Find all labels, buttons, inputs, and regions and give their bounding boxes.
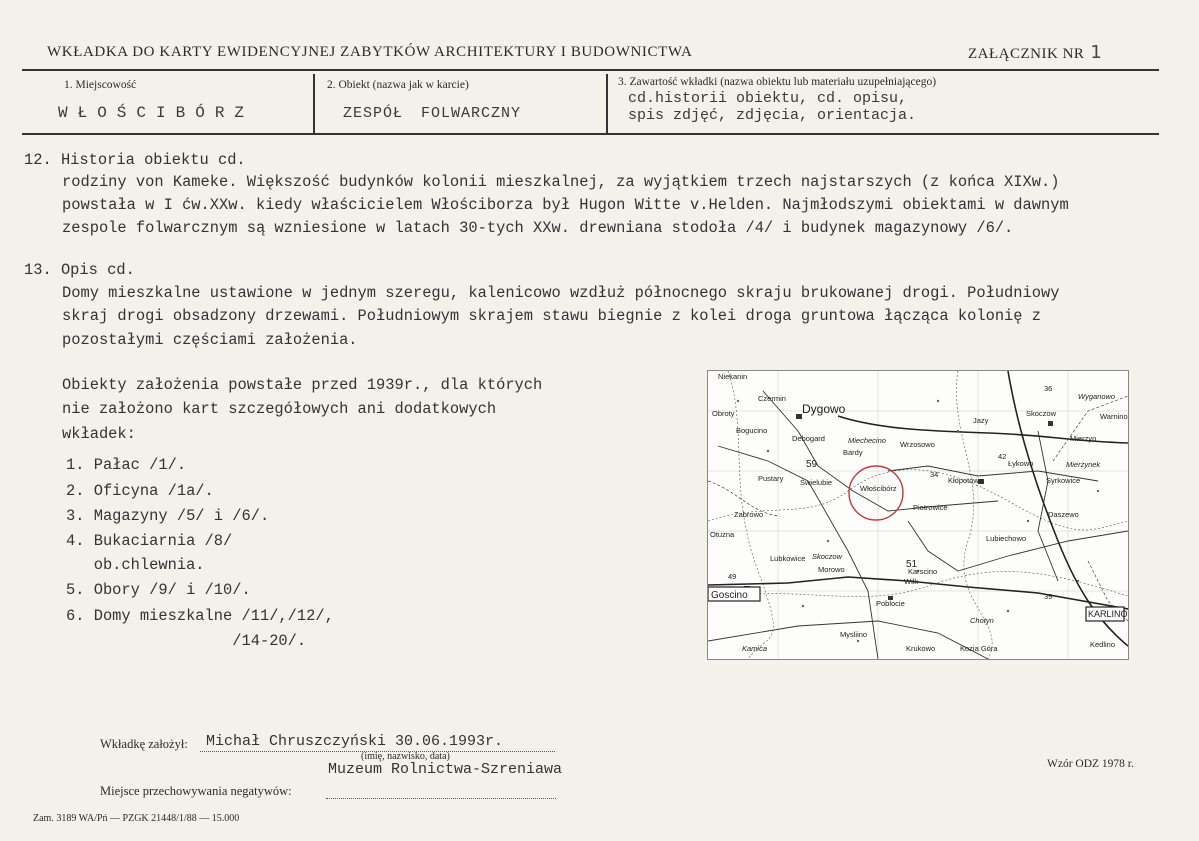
map-height: 59 — [806, 459, 818, 470]
objects-intro-line-3: wkładek: — [62, 425, 136, 443]
print-info: Zam. 3189 WA/Pń — PZGK 21448/1/88 — 15.000 — [33, 813, 240, 824]
map-label: Otuzna — [710, 530, 735, 539]
map-label: Goscino — [711, 590, 748, 601]
annex-label — [968, 42, 1102, 63]
section-13-line-3: pozostałymi częściami założenia. — [62, 331, 358, 349]
objects-list-item: 5. Obory /9/ i /10/. — [66, 581, 251, 599]
field-2-label: 2. Obiekt (nazwa jak w karcie) — [327, 79, 469, 91]
map-label: Wilk — [904, 577, 919, 586]
map-label: Lubkowice — [770, 554, 806, 563]
map-label: Dygowo — [802, 402, 846, 416]
section-12-line-1: rodziny von Kameke. Większość budynków kolonii mieszkalnej, za wyjątkiem trzech najstarszych (z końca XIXw.) — [62, 173, 1060, 191]
map-label: Kłopotowo — [948, 476, 984, 485]
form-title: WKŁADKA DO KARTY EWIDENCYJNEJ ZABYTKÓW ARCHITEKTURY I BUDOWNICTWA — [47, 44, 693, 60]
map-label: Warnino — [1100, 412, 1128, 421]
storage-label: Miejsce przechowywania negatywów: — [100, 784, 292, 798]
map-label: Daszewo — [1048, 510, 1079, 519]
fields-rule — [22, 133, 1159, 135]
map-height: 51 — [906, 559, 918, 570]
map-label: Niekanin — [718, 372, 748, 381]
map-label: Wrzosowo — [900, 440, 935, 449]
map-label: Chotyn — [970, 616, 994, 625]
map-label: Jazy — [973, 416, 989, 425]
field-divider-2 — [606, 74, 608, 133]
map-label: Piotrowice — [913, 503, 948, 512]
map-label: Miechecino — [848, 436, 886, 445]
field-3-line-1: cd.historii obiektu, cd. opisu, — [628, 90, 908, 107]
map-label: Łykowo — [1008, 459, 1034, 468]
map-label: Mierzyn — [1070, 434, 1097, 443]
objects-list-item: /14-20/. — [66, 632, 307, 650]
header-rule — [22, 69, 1159, 71]
objects-list-item: 1. Pałac /1/. — [66, 456, 187, 474]
map-label: Debogard — [792, 434, 825, 443]
founder-hint: (imię, nazwisko, data) — [361, 751, 450, 762]
founder-label: Wkładkę założył: — [100, 737, 188, 751]
annex-number: 1 — [1090, 42, 1103, 63]
map-label: Obroty — [712, 409, 735, 418]
objects-list-item: 2. Oficyna /1a/. — [66, 482, 214, 500]
map-label: Syrkowice — [1046, 476, 1081, 485]
section-12-heading: 12. Historia obiektu cd. — [24, 151, 246, 169]
map-label: Wyganowo — [1078, 392, 1116, 401]
map-label: Morowo — [818, 565, 845, 574]
field-1-value: WŁOŚCIBÓRZ — [58, 104, 255, 122]
map-label: Skoczow — [1026, 409, 1057, 418]
map-height: 34 — [930, 470, 939, 479]
map-label: Lubiechowo — [986, 534, 1027, 543]
map-label: Kedlino — [1090, 640, 1116, 649]
orientation-map-drawing — [708, 371, 1128, 659]
storage-line — [326, 797, 556, 799]
objects-intro-line-2: nie założono kart szczegółowych ani dodatkowych — [62, 400, 497, 418]
map-label: Bogucino — [736, 426, 768, 435]
map-label: Pustary — [758, 474, 784, 483]
map-label: Kozia Góra — [960, 644, 998, 653]
map-label: Krukowo — [906, 644, 936, 653]
objects-intro-line-1: Obiekty założenia powstałe przed 1939r., dla których — [62, 376, 543, 394]
map-height: 36 — [1044, 384, 1053, 393]
map-label: KARLINO — [1088, 609, 1128, 619]
section-12-line-2: powstała w I ćw.XXw. kiedy właścicielem Włościborza był Hugon Witte v.Helden. Najmłodszymi obiektami w dawnym — [62, 196, 1069, 214]
field-divider-1 — [313, 74, 315, 133]
form-pattern: Wzór ODZ 1978 r. — [1047, 758, 1134, 770]
map-label: Kamica — [742, 644, 768, 653]
map-label: Skoczow — [812, 552, 843, 561]
map-label: Bardy — [843, 448, 863, 457]
map-label: Mysliino — [840, 630, 868, 639]
objects-list-item: 6. Domy mieszkalne /11/,/12/, — [66, 607, 334, 625]
map-label: Świelubie — [800, 478, 833, 487]
section-13-heading: 13. Opis cd. — [24, 261, 135, 279]
map-label: Poblocie — [876, 599, 905, 608]
section-12-line-3: zespole folwarcznym są wzniesione w latach 30-tych XXw. drewniana stodoła /4/ i budynek magazynowy /6/. — [62, 219, 1014, 237]
objects-list-item: ob.chlewnia. — [66, 556, 205, 574]
field-2-value: ZESPÓŁ FOLWARCZNY — [343, 105, 522, 122]
field-1-label: 1. Miejscowość — [64, 79, 137, 91]
field-3-label: 3. Zawartość wkładki (nazwa obiektu lub materiału uzupełniającego) — [618, 76, 937, 88]
map-height: 42 — [998, 452, 1007, 461]
orientation-map — [707, 370, 1129, 660]
annex-label-text: ZAŁĄCZNIK NR — [968, 46, 1085, 62]
map-height: 49 — [728, 572, 737, 581]
storage-value: Muzeum Rolnictwa-Szreniawa — [328, 761, 563, 778]
field-3-line-2: spis zdjęć, zdjęcia, orientacja. — [628, 107, 917, 124]
map-label: Karscino — [908, 567, 938, 576]
section-13-line-1: Domy mieszkalne ustawione w jednym szeregu, kalenicowo wzdłuż północnego skraju brukowanej drogi. Południowy — [62, 284, 1060, 302]
map-label: Czermin — [758, 394, 786, 403]
founder-value: Michał Chruszczyński 30.06.1993r. — [206, 733, 504, 750]
section-13-line-2: skraj drogi obsadzony drzewami. Południowym skrajem stawu biegnie z kolei droga gruntowa łącząca kolonię z — [62, 307, 1042, 325]
map-height: 39 — [1044, 592, 1053, 601]
objects-list-item: 3. Magazyny /5/ i /6/. — [66, 507, 270, 525]
map-label: Mierzynek — [1066, 460, 1101, 469]
objects-list-item: 4. Bukaciarnia /8/ — [66, 532, 233, 550]
map-label: Włościbórz — [860, 484, 897, 493]
map-label: Zabrowo — [734, 510, 764, 519]
